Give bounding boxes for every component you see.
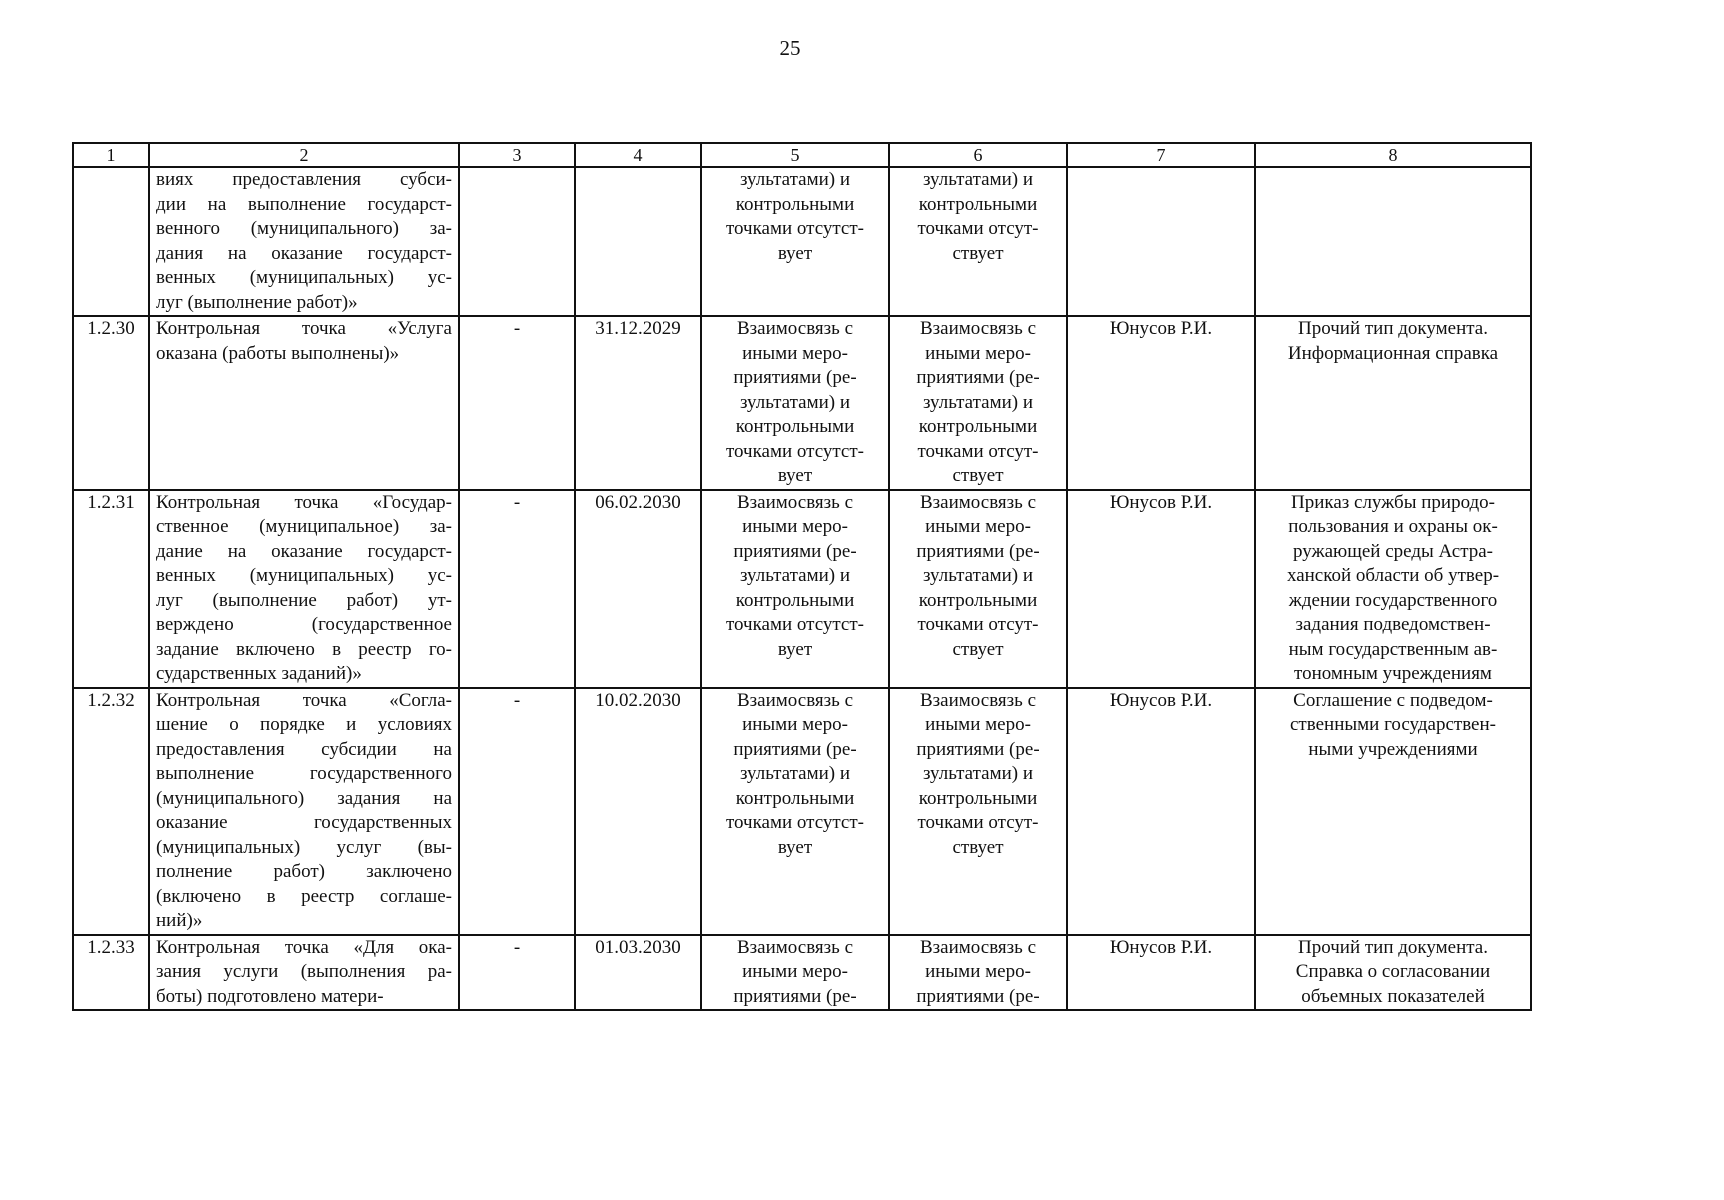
cell-line: венных (муниципальных) ус- [156, 267, 452, 288]
cell-line: контрольными [735, 416, 855, 437]
cell-line: предоставления субсидии на [156, 738, 452, 760]
cell-line: ствует [952, 836, 1004, 858]
linkage-cell [889, 935, 1067, 1011]
row-number-cell: 1.2.31 [73, 490, 149, 688]
cell-line: Контрольная точка «Согла- [156, 689, 452, 711]
cell-line: объемных показателей [1301, 985, 1485, 1007]
date-cell: 10.02.2030 [575, 688, 701, 935]
control-point-name-cell [149, 935, 459, 1011]
date-cell: 31.12.2029 [575, 316, 701, 490]
cell-line: Взаимосвязь с [736, 689, 854, 711]
document-type-cell [1255, 688, 1531, 935]
cell-line: ний)» [156, 910, 203, 931]
cell-line: точками отсут- [917, 812, 1039, 833]
cell-line: венного (муниципального) за- [156, 218, 452, 239]
date-cell: 06.02.2030 [575, 490, 701, 688]
cell-line: приятиями (ре- [916, 738, 1040, 760]
cell-line: ными учреждениями [1308, 738, 1478, 760]
cell-line: точками отсутст- [725, 218, 864, 239]
responsible-cell: Юнусов Р.И. [1067, 688, 1255, 935]
control-point-name-cell [149, 167, 459, 316]
linkage-cell [889, 490, 1067, 688]
cell-line: Прочий тип документа. [1298, 318, 1488, 339]
control-point-name-cell [149, 688, 459, 935]
cell-line: зультатами) и [739, 763, 851, 784]
cell-line: зультатами) и [739, 565, 851, 586]
column-3-cell: - [459, 316, 575, 490]
responsible-cell: Юнусов Р.И. [1067, 935, 1255, 1011]
linkage-cell [701, 688, 889, 935]
cell-line: контрольными [735, 787, 855, 809]
column-3-cell: - [459, 688, 575, 935]
cell-line: венных (муниципальных) ус- [156, 565, 452, 586]
cell-line: вует [777, 465, 813, 486]
cell-line: зультатами) и [922, 391, 1034, 413]
responsible-cell [1067, 167, 1255, 316]
linkage-cell [701, 935, 889, 1011]
cell-line: ственными государствен- [1290, 714, 1496, 735]
cell-line: Взаимосвязь с [736, 936, 854, 958]
page-number: 25 [779, 36, 801, 60]
document-type-cell [1255, 935, 1531, 1011]
cell-line: Контрольная точка «Для ока- [156, 936, 452, 958]
linkage-cell [701, 167, 889, 316]
control-points-table [72, 142, 1532, 1011]
responsible-cell: Юнусов Р.И. [1067, 316, 1255, 490]
continuation-row [73, 167, 1531, 316]
cell-line: зультатами) и [922, 169, 1034, 190]
cell-line: контрольными [918, 589, 1038, 611]
cell-line: иными меро- [742, 961, 848, 982]
linkage-cell [889, 688, 1067, 935]
cell-line: ружающей среды Астра- [1292, 540, 1493, 562]
cell-line: тономным учреждениям [1294, 663, 1492, 684]
cell-line: точками отсут- [917, 218, 1039, 239]
cell-line: ным государственным ав- [1288, 638, 1498, 660]
cell-line: приятиями (ре- [916, 985, 1040, 1007]
cell-line: виях предоставления субси- [156, 169, 452, 190]
cell-line: ханской области об утвер- [1286, 565, 1500, 586]
cell-line: приятиями (ре- [733, 738, 857, 760]
cell-line: оказание государственных [156, 812, 452, 833]
cell-line: Справка о согласовании [1295, 961, 1491, 982]
cell-line: иными меро- [925, 714, 1031, 735]
cell-line: Взаимосвязь с [736, 318, 854, 339]
cell-line: контрольными [918, 416, 1038, 437]
cell-line: иными меро- [925, 961, 1031, 982]
cell-line: точками отсутст- [725, 812, 864, 833]
cell-line: зультатами) и [739, 169, 851, 190]
date-cell [575, 167, 701, 316]
linkage-cell [701, 490, 889, 688]
cell-line: иными меро- [742, 714, 848, 735]
cell-line: шение о порядке и условиях [156, 714, 452, 735]
document-type-cell [1255, 490, 1531, 688]
document-type-cell [1255, 167, 1531, 316]
row-number-cell [73, 167, 149, 316]
table-row [73, 316, 1531, 490]
cell-line: приятиями (ре- [733, 540, 857, 562]
row-number-cell: 1.2.33 [73, 935, 149, 1011]
cell-line: ствует [952, 242, 1004, 264]
column-header: 6 [889, 143, 1067, 167]
cell-line: зультатами) и [739, 391, 851, 413]
cell-line: приятиями (ре- [916, 540, 1040, 562]
cell-line: верждено (государственное [156, 614, 452, 635]
cell-line: луг (выполнение работ)» [156, 291, 358, 313]
row-number-cell: 1.2.32 [73, 688, 149, 935]
cell-line: ствует [952, 638, 1004, 660]
column-header: 7 [1067, 143, 1255, 167]
column-3-cell: - [459, 490, 575, 688]
cell-line: выполнение государственного [156, 763, 452, 784]
cell-line: (муниципального) задания на [156, 787, 452, 809]
column-header: 5 [701, 143, 889, 167]
cell-line: Взаимосвязь с [919, 936, 1037, 958]
cell-line: (включено в реестр соглаше- [156, 885, 452, 907]
cell-line: контрольными [918, 787, 1038, 809]
column-header: 8 [1255, 143, 1531, 167]
document-type-cell [1255, 316, 1531, 490]
cell-line: задания подведомствен- [1295, 614, 1491, 635]
cell-line: оказана (работы выполнены)» [156, 342, 400, 364]
cell-line: зания услуги (выполнения ра- [156, 961, 452, 982]
cell-line: приятиями (ре- [916, 367, 1040, 388]
cell-line: иными меро- [742, 342, 848, 364]
cell-line: контрольными [918, 193, 1038, 215]
cell-line: точками отсут- [917, 440, 1039, 462]
responsible-cell: Юнусов Р.И. [1067, 490, 1255, 688]
table-row [73, 688, 1531, 935]
cell-line: боты) подготовлено матери- [156, 985, 384, 1007]
cell-line: ствует [952, 465, 1004, 486]
column-header: 3 [459, 143, 575, 167]
cell-line: Информационная справка [1287, 342, 1499, 364]
cell-line: точками отсутст- [725, 614, 864, 635]
cell-line: дания на оказание государст- [156, 242, 452, 264]
cell-line: Взаимосвязь с [919, 318, 1037, 339]
cell-line: дии на выполнение государст- [156, 193, 452, 215]
linkage-cell [889, 167, 1067, 316]
cell-line: луг (выполнение работ) ут- [156, 589, 452, 611]
column-3-cell: - [459, 935, 575, 1011]
column-3-cell [459, 167, 575, 316]
table-row [73, 935, 1531, 1011]
cell-line: иными меро- [925, 342, 1031, 364]
control-point-name-cell [149, 490, 459, 688]
cell-line: вует [777, 638, 813, 660]
cell-line: Контрольная точка «Государ- [156, 491, 452, 513]
cell-line: пользования и охраны ок- [1288, 516, 1498, 537]
column-number-header-row [73, 143, 1531, 167]
cell-line: иными меро- [925, 516, 1031, 537]
cell-line: контрольными [735, 193, 855, 215]
cell-line: Взаимосвязь с [736, 491, 854, 513]
table-row [73, 490, 1531, 688]
control-point-name-cell [149, 316, 459, 490]
row-number-cell: 1.2.30 [73, 316, 149, 490]
cell-line: вует [777, 242, 813, 264]
cell-line: точками отсут- [917, 614, 1039, 635]
cell-line: Соглашение с подведом- [1293, 689, 1493, 711]
cell-line: полнение работ) заключено [156, 861, 452, 882]
column-header: 4 [575, 143, 701, 167]
cell-line: точками отсутст- [725, 440, 864, 462]
cell-line: задание включено в реестр го- [156, 638, 452, 660]
cell-line: контрольными [735, 589, 855, 611]
linkage-cell [701, 316, 889, 490]
cell-line: сударственных заданий)» [156, 663, 362, 684]
cell-line: Приказ службы природо- [1290, 491, 1496, 513]
cell-line: (муниципальных) услуг (вы- [156, 836, 452, 858]
cell-line: зультатами) и [922, 763, 1034, 784]
cell-line: Взаимосвязь с [919, 689, 1037, 711]
date-cell: 01.03.2030 [575, 935, 701, 1011]
cell-line: дание на оказание государст- [156, 540, 452, 562]
cell-line: вует [777, 836, 813, 858]
cell-line: Контрольная точка «Услуга [156, 318, 452, 339]
cell-line: ственное (муниципальное) за- [156, 516, 452, 537]
cell-line: иными меро- [742, 516, 848, 537]
cell-line: приятиями (ре- [733, 985, 857, 1007]
column-header: 1 [73, 143, 149, 167]
cell-line: приятиями (ре- [733, 367, 857, 388]
cell-line: Прочий тип документа. [1298, 936, 1488, 958]
cell-line: Взаимосвязь с [919, 491, 1037, 513]
cell-line: ждении государственного [1288, 589, 1498, 611]
linkage-cell [889, 316, 1067, 490]
cell-line: зультатами) и [922, 565, 1034, 586]
column-header: 2 [149, 143, 459, 167]
